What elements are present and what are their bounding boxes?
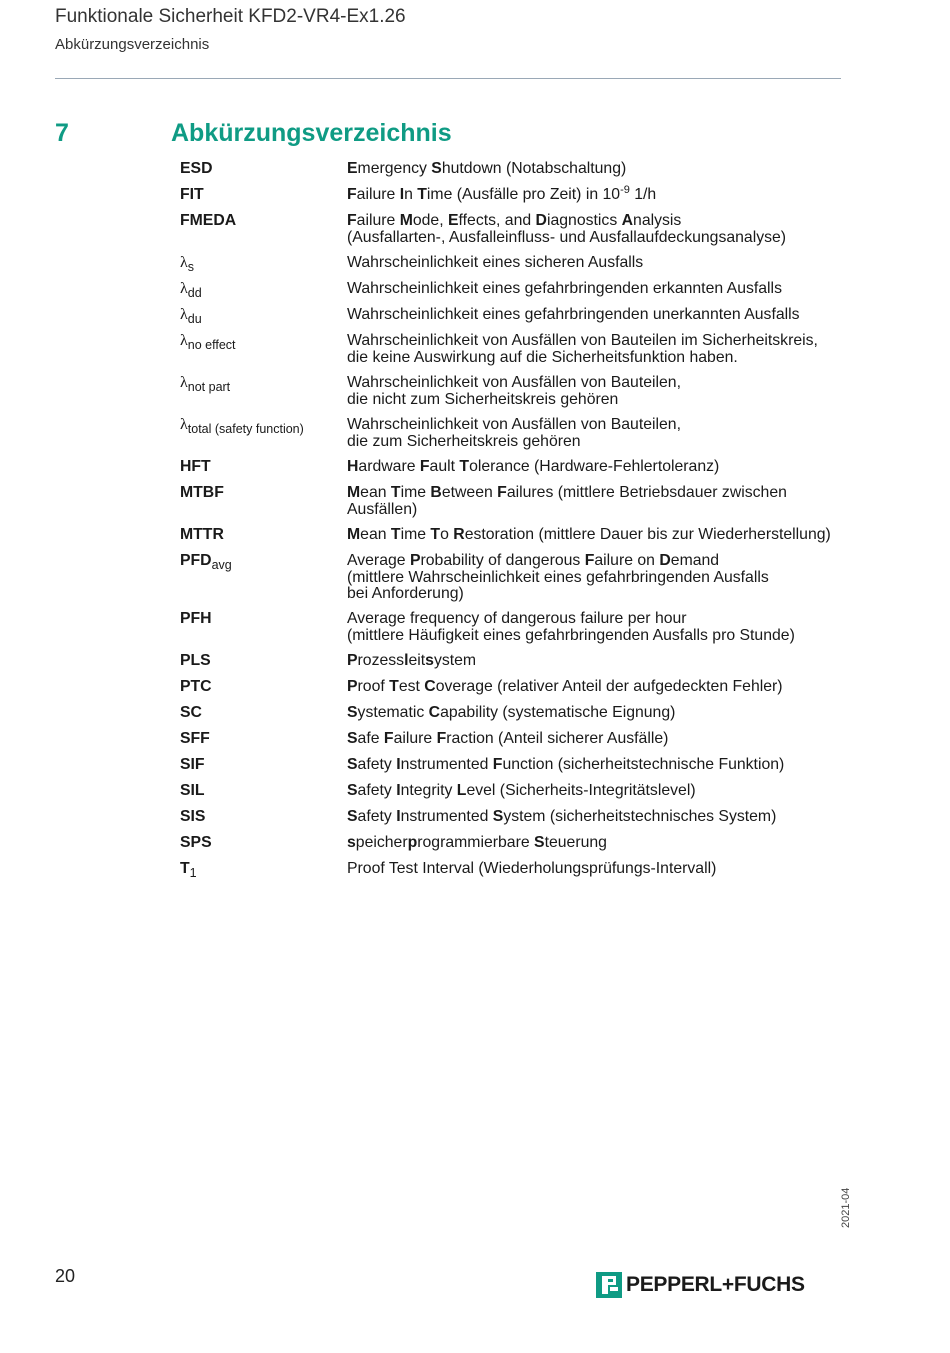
document-subtitle: Abkürzungsverzeichnis bbox=[55, 36, 210, 53]
pf-logo-icon bbox=[596, 1272, 622, 1298]
abbreviation-row bbox=[180, 527, 850, 553]
abbreviation-row bbox=[180, 459, 850, 485]
abbreviation-row bbox=[180, 611, 850, 653]
abbreviation-definition bbox=[347, 485, 850, 518]
abbreviation-term bbox=[180, 705, 345, 722]
definition-line: (mittlere Wahrscheinlichkeit eines gefahrbringenden Ausfalls bbox=[347, 568, 769, 586]
term-text: λ bbox=[180, 332, 188, 349]
abbreviation-term bbox=[180, 255, 345, 272]
definition-line: Emergency Shutdown (Notabschaltung) bbox=[347, 160, 627, 177]
logo-text: PEPPERL+FUCHS bbox=[626, 1273, 805, 1296]
definition-line: Safety Instrumented System (sicherheitstechnisches System) bbox=[347, 808, 777, 825]
abbreviation-row bbox=[180, 417, 850, 459]
abbreviation-term bbox=[180, 485, 345, 502]
term-text: PTC bbox=[180, 678, 212, 695]
term-subscript: not part bbox=[187, 380, 231, 394]
definition-line: Wahrscheinlichkeit von Ausfällen von Bauteilen im Sicherheitskreis, bbox=[347, 332, 818, 349]
abbreviation-definition bbox=[347, 213, 850, 246]
abbreviation-definition bbox=[347, 255, 850, 272]
abbreviation-row bbox=[180, 255, 850, 281]
definition-line: die nicht zum Sicherheitskreis gehören bbox=[347, 390, 619, 408]
abbreviation-term bbox=[180, 679, 345, 696]
definition-line: speicherprogrammierbare Steuerung bbox=[347, 834, 607, 851]
abbreviation-row bbox=[180, 307, 850, 333]
definition-line: Wahrscheinlichkeit eines sicheren Ausfalls bbox=[347, 254, 644, 271]
abbreviation-definition bbox=[347, 731, 850, 748]
term-text: SFF bbox=[180, 730, 210, 747]
term-text: SIF bbox=[180, 756, 205, 773]
definition-line: Hardware Fault Tolerance (Hardware-Fehlertoleranz) bbox=[347, 458, 720, 475]
abbreviation-row bbox=[180, 679, 850, 705]
term-text: λ bbox=[180, 306, 188, 323]
definition-line: Prozessleitsystem bbox=[347, 652, 477, 669]
abbreviation-row bbox=[180, 375, 850, 417]
abbreviation-definition bbox=[347, 611, 850, 644]
term-subscript: 1 bbox=[189, 866, 197, 880]
abbreviation-term bbox=[180, 213, 345, 230]
abbreviation-row bbox=[180, 553, 850, 611]
definition-line: Safe Failure Fraction (Anteil sicherer Ausfälle) bbox=[347, 730, 669, 747]
abbreviation-term bbox=[180, 375, 345, 392]
term-text: SIL bbox=[180, 782, 205, 799]
abbreviation-term bbox=[180, 281, 345, 298]
abbreviation-term bbox=[180, 653, 345, 670]
superscript: -9 bbox=[620, 184, 630, 196]
abbreviation-term bbox=[180, 459, 345, 476]
term-text: PLS bbox=[180, 652, 211, 669]
definition-line: Wahrscheinlichkeit von Ausfällen von Bauteilen, bbox=[347, 374, 681, 391]
abbreviation-term bbox=[180, 783, 345, 800]
term-text: MTTR bbox=[180, 526, 224, 543]
abbreviation-definition bbox=[347, 161, 850, 178]
term-text: λ bbox=[180, 416, 188, 433]
abbreviation-row bbox=[180, 281, 850, 307]
definition-line: Safety Integrity Level (Sicherheits-Integritätslevel) bbox=[347, 782, 696, 799]
term-text: FIT bbox=[180, 186, 204, 203]
definition-line: Safety Instrumented Function (sicherheitstechnische Funktion) bbox=[347, 756, 785, 773]
definition-line: Mean Time To Restoration (mittlere Dauer bis zur Wiederherstellung) bbox=[347, 526, 831, 543]
page-number: 20 bbox=[55, 1266, 76, 1286]
term-text: SIS bbox=[180, 808, 206, 825]
abbreviation-definition bbox=[347, 679, 850, 696]
abbreviation-term bbox=[180, 611, 345, 628]
definition-line: (mittlere Häufigkeit eines gefahrbringenden Ausfalls pro Stunde) bbox=[347, 626, 795, 644]
term-subscript: s bbox=[187, 260, 195, 274]
abbreviation-definition bbox=[347, 553, 850, 603]
abbreviation-term bbox=[180, 809, 345, 826]
abbreviation-definition bbox=[347, 783, 850, 800]
term-subscript: dd bbox=[187, 286, 202, 300]
term-text: MTBF bbox=[180, 484, 224, 501]
definition-line: bei Anforderung) bbox=[347, 585, 464, 602]
definition-line: die keine Auswirkung auf die Sicherheitsfunktion haben. bbox=[347, 348, 738, 366]
term-text: λ bbox=[180, 280, 188, 297]
term-text: PFH bbox=[180, 610, 212, 627]
definition-line: Average Probability of dangerous Failure on Demand bbox=[347, 552, 720, 569]
term-text: HFT bbox=[180, 458, 211, 475]
section-title: Abkürzungsverzeichnis bbox=[171, 119, 452, 147]
abbreviation-row bbox=[180, 161, 850, 187]
unit-text: 1/h bbox=[629, 186, 657, 203]
abbreviation-definition bbox=[347, 459, 850, 476]
abbreviation-list bbox=[180, 161, 850, 887]
abbreviation-row bbox=[180, 835, 850, 861]
term-text: T bbox=[180, 860, 190, 877]
abbreviation-row bbox=[180, 861, 850, 887]
definition-line: die zum Sicherheitskreis gehören bbox=[347, 432, 581, 450]
section-number: 7 bbox=[55, 119, 69, 147]
abbreviation-definition bbox=[347, 705, 850, 722]
abbreviation-term bbox=[180, 161, 345, 178]
abbreviation-row bbox=[180, 333, 850, 375]
abbreviation-row bbox=[180, 783, 850, 809]
term-text: SC bbox=[180, 704, 202, 721]
abbreviation-row bbox=[180, 485, 850, 527]
abbreviation-definition bbox=[347, 333, 850, 366]
abbreviation-term bbox=[180, 527, 345, 544]
abbreviation-definition bbox=[347, 653, 850, 670]
definition-line: Failure In Time (Ausfälle pro Zeit) in $10^{-9}$ 1/h bbox=[347, 184, 657, 203]
company-logo bbox=[596, 1270, 805, 1300]
abbreviation-definition bbox=[347, 527, 850, 544]
abbreviation-definition bbox=[347, 281, 850, 298]
definition-line: (Ausfallarten-, Ausfalleinfluss- und Ausfallaufdeckungsanalyse) bbox=[347, 228, 787, 246]
document-title: Funktionale Sicherheit KFD2-VR4-Ex1.26 bbox=[55, 6, 406, 27]
abbreviation-definition bbox=[347, 417, 850, 450]
definition-line: Wahrscheinlichkeit eines gefahrbringenden erkannten Ausfalls bbox=[347, 280, 782, 297]
definition-line: Mean Time Between Failures (mittlere Betriebsdauer zwischen bbox=[347, 484, 787, 501]
term-subscript: no effect bbox=[187, 338, 236, 352]
abbreviation-definition bbox=[347, 307, 850, 324]
abbreviation-row bbox=[180, 705, 850, 731]
definition-line: Systematic Capability (systematische Eignung) bbox=[347, 704, 676, 721]
abbreviation-term bbox=[180, 417, 345, 434]
abbreviation-term bbox=[180, 835, 345, 852]
definition-line: Ausfällen) bbox=[347, 500, 418, 518]
term-text: λ bbox=[180, 254, 188, 271]
header-divider bbox=[55, 78, 841, 79]
abbreviation-term bbox=[180, 731, 345, 748]
term-text: SPS bbox=[180, 834, 212, 851]
term-text: PFD bbox=[180, 552, 212, 569]
term-subscript: avg bbox=[211, 558, 232, 572]
definition-line: Proof Test Interval (Wiederholungsprüfungs-Intervall) bbox=[347, 860, 717, 877]
term-text: λ bbox=[180, 374, 188, 391]
abbreviation-term bbox=[180, 861, 345, 878]
abbreviation-row bbox=[180, 184, 850, 213]
abbreviation-definition bbox=[347, 757, 850, 774]
date-code: 2021-04 bbox=[840, 1187, 852, 1228]
term-subscript: du bbox=[187, 312, 202, 326]
term-text: FMEDA bbox=[180, 212, 237, 229]
term-subscript: total (safety function) bbox=[187, 422, 304, 436]
definition-line: Wahrscheinlichkeit von Ausfällen von Bauteilen, bbox=[347, 416, 681, 433]
abbreviation-row bbox=[180, 213, 850, 255]
abbreviation-term bbox=[180, 333, 345, 350]
definition-line: Failure Mode, Effects, and Diagnostics Analysis bbox=[347, 212, 682, 229]
abbreviation-definition bbox=[347, 861, 850, 878]
abbreviation-term bbox=[180, 307, 345, 324]
abbreviation-definition bbox=[347, 375, 850, 408]
abbreviation-row bbox=[180, 731, 850, 757]
abbreviation-term bbox=[180, 187, 345, 204]
abbreviation-row bbox=[180, 653, 850, 679]
abbreviation-definition bbox=[347, 184, 850, 205]
abbreviation-definition bbox=[347, 809, 850, 826]
definition-line: Wahrscheinlichkeit eines gefahrbringenden unerkannten Ausfalls bbox=[347, 306, 800, 323]
abbreviation-row bbox=[180, 757, 850, 783]
abbreviation-definition bbox=[347, 835, 850, 852]
abbreviation-term bbox=[180, 757, 345, 774]
term-text: ESD bbox=[180, 160, 213, 177]
abbreviation-row bbox=[180, 809, 850, 835]
definition-line: Proof Test Coverage (relativer Anteil der aufgedeckten Fehler) bbox=[347, 678, 783, 695]
definition-line: Average frequency of dangerous failure per hour bbox=[347, 610, 687, 627]
abbreviation-term bbox=[180, 553, 345, 570]
